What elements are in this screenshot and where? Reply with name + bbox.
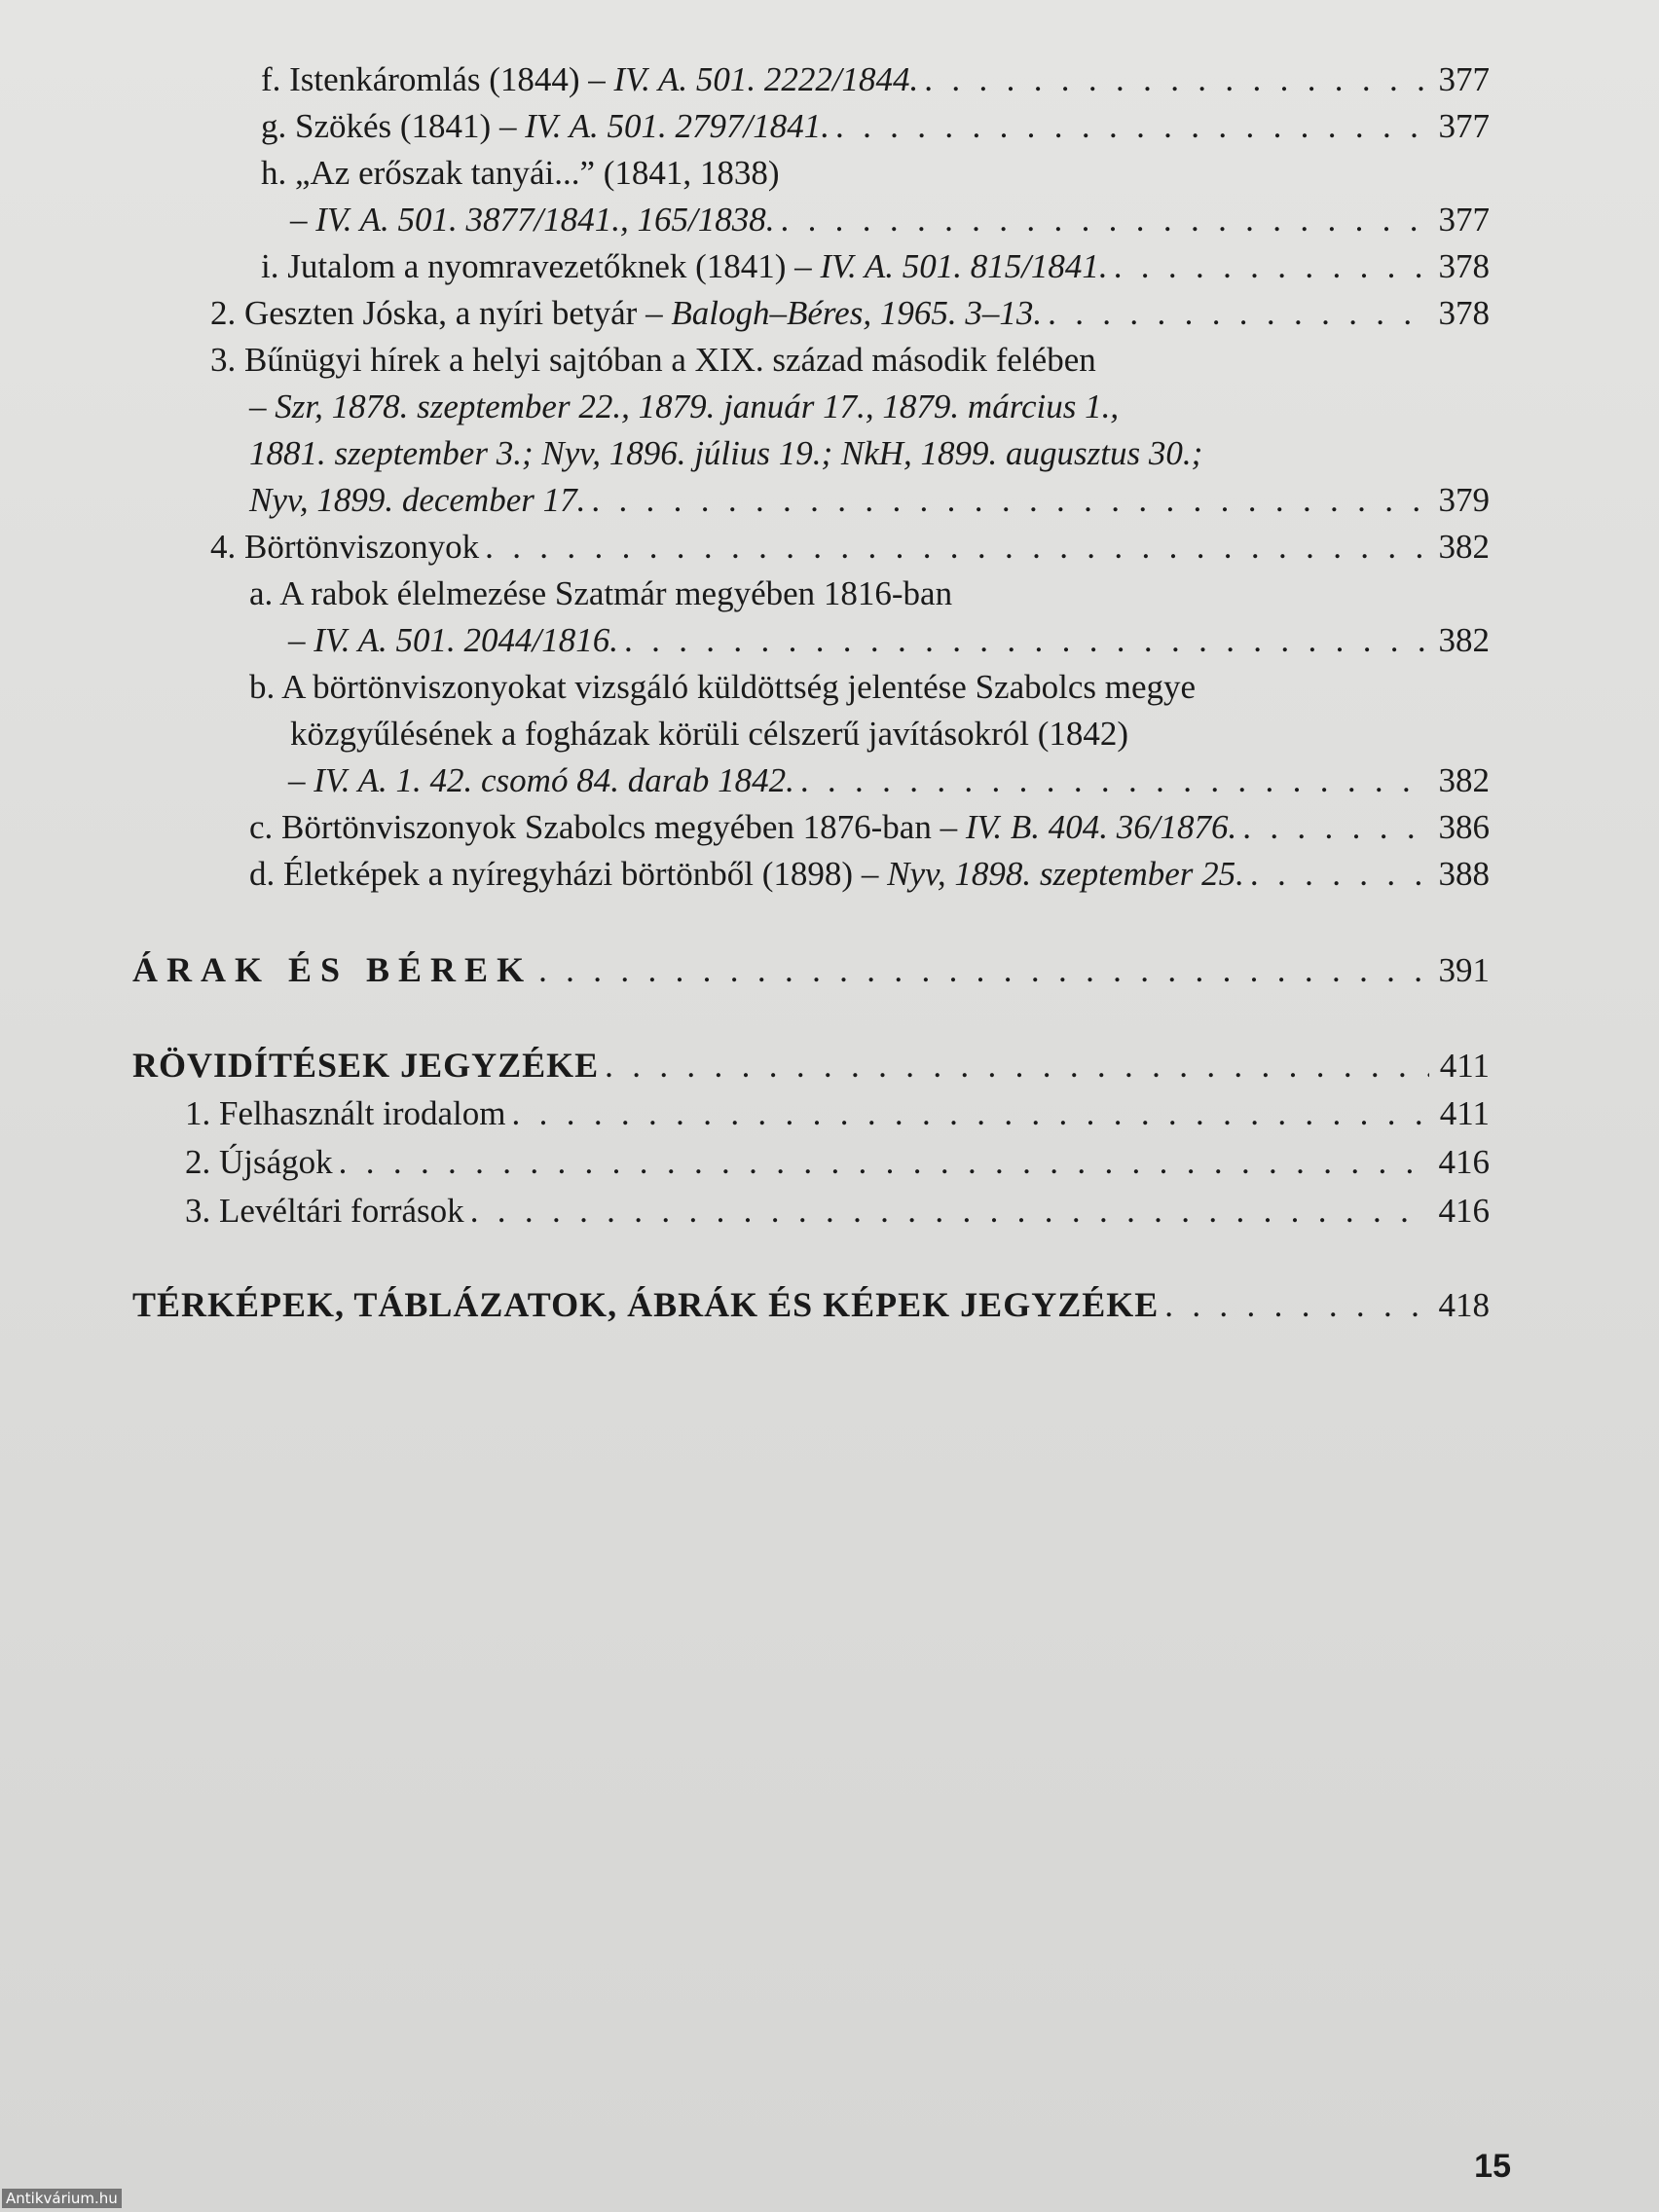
toc-entry bbox=[290, 199, 1490, 241]
toc-entry bbox=[185, 1190, 1490, 1233]
entry-page: 382 bbox=[1438, 621, 1490, 659]
entry-page: 377 bbox=[1438, 60, 1490, 98]
leader-dots bbox=[1114, 245, 1429, 288]
entry-title: 2. Geszten Jóska, a nyíri betyár – bbox=[210, 294, 672, 332]
leader-dots bbox=[924, 58, 1429, 101]
entry-page: 418 bbox=[1438, 1286, 1490, 1324]
entry-source: 1881. szeptember 3.; Nyv, 1896. július 19.; NkH, 1899. augusztus 30.; bbox=[249, 434, 1203, 472]
toc-entry bbox=[249, 666, 1196, 709]
entry-page: 388 bbox=[1438, 855, 1490, 893]
entry-source: IV. A. 501. 2797/1841. bbox=[525, 107, 830, 145]
toc-entry bbox=[249, 806, 1490, 849]
entry-page: 382 bbox=[1438, 528, 1490, 566]
leader-dots bbox=[624, 619, 1429, 662]
entry-page: 378 bbox=[1438, 294, 1490, 332]
entry-page: 382 bbox=[1438, 761, 1490, 799]
entry-source: IV. A. 501. 3877/1841., 165/1838. bbox=[315, 201, 775, 239]
leader-dots bbox=[512, 1092, 1429, 1135]
entry-title: a. A rabok élelmezése Szatmár megyében 1816-ban bbox=[249, 574, 953, 612]
entry-source: Nyv, 1899. december 17. bbox=[249, 481, 586, 519]
entry-source: IV. B. 404. 36/1876. bbox=[965, 808, 1237, 846]
leader-dots bbox=[591, 479, 1429, 522]
entry-page: 391 bbox=[1438, 951, 1490, 989]
watermark-logo: Antikvárium.hu bbox=[2, 2189, 122, 2208]
leader-dots bbox=[485, 526, 1429, 569]
toc-section bbox=[132, 948, 1490, 992]
section-title: RÖVIDÍTÉSEK JEGYZÉKE bbox=[132, 1046, 600, 1085]
entry-title: 4. Börtönviszonyok bbox=[210, 528, 480, 566]
entry-source: Nyv, 1898. szeptember 25. bbox=[887, 855, 1244, 893]
entry-title: – bbox=[288, 761, 314, 799]
entry-title: g. Szökés (1841) – bbox=[261, 107, 526, 145]
section-title: TÉRKÉPEK, TÁBLÁZATOK, ÁBRÁK ÉS KÉPEK JEGYZÉKE bbox=[132, 1285, 1160, 1324]
toc-entry bbox=[185, 1141, 1490, 1184]
toc-entry bbox=[261, 152, 780, 195]
entry-title: – bbox=[288, 621, 314, 659]
toc-entry bbox=[261, 105, 1490, 148]
leader-dots bbox=[605, 1045, 1429, 1088]
leader-dots bbox=[780, 199, 1429, 241]
toc-section bbox=[132, 1283, 1490, 1327]
toc-entry bbox=[288, 619, 1490, 662]
entry-title: 3. Bűnügyi hírek a helyi sajtóban a XIX. század második felében bbox=[210, 341, 1096, 379]
toc-entry bbox=[249, 572, 952, 615]
toc-entry bbox=[249, 853, 1490, 896]
toc-entry bbox=[210, 526, 1490, 569]
leader-dots bbox=[538, 949, 1429, 992]
entry-page: 386 bbox=[1438, 808, 1490, 846]
toc-section bbox=[132, 1044, 1490, 1088]
entry-title: közgyűlésének a fogházak körüli célszerű javításokról (1842) bbox=[290, 715, 1129, 753]
toc-entry bbox=[249, 432, 1202, 475]
entry-page: 379 bbox=[1438, 481, 1490, 519]
entry-title: d. Életképek a nyíregyházi börtönből (1898) – bbox=[249, 855, 888, 893]
toc-entry bbox=[210, 292, 1490, 335]
leader-dots bbox=[1242, 806, 1429, 849]
entry-source: IV. A. 501. 2222/1844. bbox=[613, 60, 919, 98]
toc-entry bbox=[261, 58, 1490, 101]
toc-entry bbox=[290, 713, 1128, 756]
toc-entry bbox=[261, 245, 1490, 288]
entry-title: 3. Levéltári források bbox=[185, 1192, 464, 1230]
entry-title: f. Istenkáromlás (1844) – bbox=[261, 60, 614, 98]
toc-entry bbox=[210, 339, 1096, 382]
toc-entry bbox=[185, 1092, 1490, 1135]
entry-source: IV. A. 501. 2044/1816. bbox=[313, 621, 618, 659]
entry-page: 411 bbox=[1439, 1047, 1490, 1085]
leader-dots bbox=[1164, 1284, 1429, 1327]
entry-page: 377 bbox=[1438, 107, 1490, 145]
entry-page: 416 bbox=[1438, 1143, 1490, 1181]
leader-dots bbox=[339, 1141, 1429, 1184]
entry-page: 378 bbox=[1438, 247, 1490, 285]
entry-page: 416 bbox=[1438, 1192, 1490, 1230]
page-number: 15 bbox=[1474, 2148, 1511, 2185]
entry-title: 1. Felhasznált irodalom bbox=[185, 1094, 506, 1132]
entry-title: – bbox=[249, 387, 276, 425]
leader-dots bbox=[835, 105, 1429, 148]
toc-entry bbox=[249, 386, 1119, 428]
entry-page: 377 bbox=[1438, 201, 1490, 239]
toc-entry bbox=[249, 479, 1490, 522]
entry-title: h. „Az erőszak tanyái...” (1841, 1838) bbox=[261, 154, 780, 192]
entry-page: 411 bbox=[1439, 1094, 1490, 1132]
entry-title: b. A börtönviszonyokat vizsgáló küldöttség jelentése Szabolcs megye bbox=[249, 668, 1197, 706]
entry-source: Balogh–Béres, 1965. 3–13. bbox=[671, 294, 1043, 332]
entry-source: Szr, 1878. szeptember 22., 1879. január 17., 1879. március 1., bbox=[275, 387, 1120, 425]
leader-dots bbox=[800, 759, 1429, 802]
leader-dots bbox=[470, 1190, 1429, 1233]
leader-dots bbox=[1048, 292, 1429, 335]
entry-title: c. Börtönviszonyok Szabolcs megyében 1876-ban – bbox=[249, 808, 966, 846]
entry-source: IV. A. 1. 42. csomó 84. darab 1842. bbox=[313, 761, 794, 799]
entry-source: IV. A. 501. 815/1841. bbox=[820, 247, 1108, 285]
leader-dots bbox=[1250, 853, 1429, 896]
entry-title: 2. Újságok bbox=[185, 1143, 333, 1181]
toc-entry bbox=[288, 759, 1490, 802]
entry-title: i. Jutalom a nyomravezetőknek (1841) – bbox=[261, 247, 821, 285]
entry-title: – bbox=[290, 201, 316, 239]
section-title: ÁRAK ÉS BÉREK bbox=[132, 950, 534, 989]
